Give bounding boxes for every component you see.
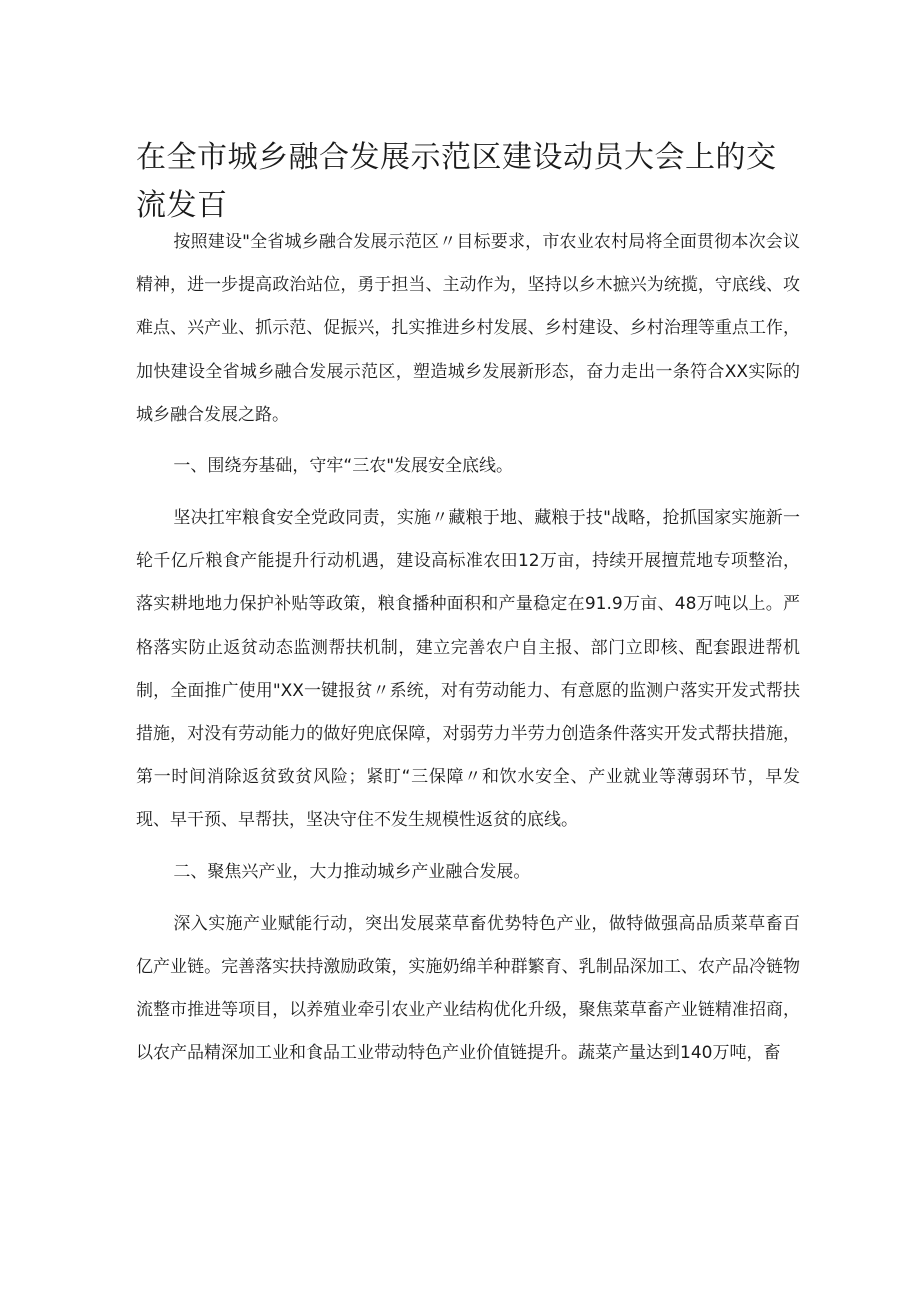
document-body bbox=[136, 221, 800, 1075]
document-title: 在全市城乡融合发展示范区建设动员大会上的交流发百 bbox=[136, 140, 777, 223]
intro-paragraph: 按照建设"全省城乡融合发展示范区〃目标要求，市农业农村局将全面贯彻本次会议精神，进一步提高政治站位，勇于担当、主动作为，坚持以乡木摭兴为统揽，守底线、攻难点、兴产业、抓示范、促振兴，扎实推进乡村发展、乡村建设、乡村治理等重点工作，加快建设全省城乡融合发展示范区，塑造城乡发展新形态，奋力走出一条符合XX实际的城乡融合发展之路。 bbox=[136, 232, 800, 425]
section-1-paragraph: 坚决扛牢粮食安全党政同责，实施〃藏粮于地、藏粮于技"战略，抢抓国家实施新一轮千亿斤粮食产能提升行动机遇，建设高标准农田12万亩，持续开展擅荒地专项整治，落实耕地地力保护补贴等政策，粮食播种面积和产量稳定在91.9万亩、48万吨以上。严格落实防止返贫动态监测帮扶机制，建立完善农户自主报、部门立即核、配套跟进帮机制，全面推广使用"XX一键报贫〃系统，对有劳动能力、有意愿的监测户落实开发式帮扶措施，对没有劳动能力的做好兜底保障，对弱劳力半劳力创造条件落实开发式帮扶措施，第一时间消除返贫致贫风险；紧盯“三保障〃和饮水安全、产业就业等薄弱环节，早发现、早干预、早帮扶，坚决守住不发生规模性返贫的底线。 bbox=[136, 508, 800, 831]
section-heading-2: 二、聚焦兴产业，大力推动城乡产业融合发展。 bbox=[173, 862, 531, 883]
section-2-paragraph: 深入实施产业赋能行动，突出发展菜草畜优势特色产业，做特做强高品质菜草畜百亿产业链。完善落实扶持激励政策，实施奶绵羊种群繁育、乳制品深加工、农产品冷链物流整市推进等项目，以养殖业牵引农业产业结构优化升级，聚焦菜草畜产业链精准招商，以农产品精深加工业和食品工业带动特色产业价值链提升。蔬菜产量达到140万吨，畜 bbox=[136, 913, 800, 1064]
section-heading-1: 一、围绕夯基础，守牢“三农"发展安全底线。 bbox=[173, 456, 514, 477]
